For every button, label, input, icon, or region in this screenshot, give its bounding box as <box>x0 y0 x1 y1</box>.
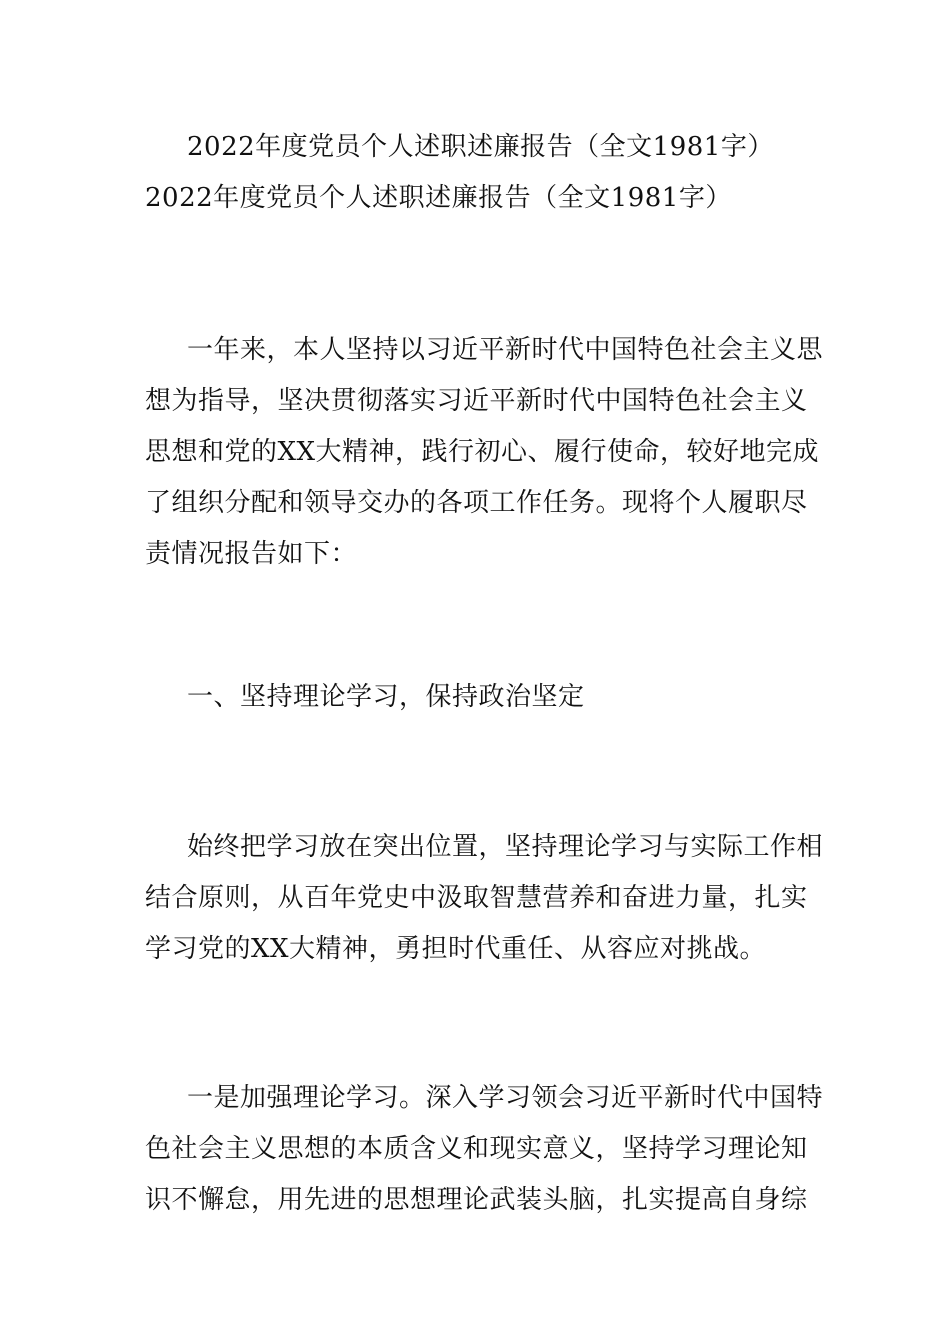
paragraph-line: 学习党的XX大精神，勇担时代重任、从容应对挑战。 <box>145 934 767 964</box>
paragraph-line: 想为指导，坚决贯彻落实习近平新时代中国特色社会主义 <box>145 386 808 416</box>
section-heading <box>145 672 810 723</box>
paragraph-line: 结合原则，从百年党史中汲取智慧营养和奋进力量，扎实 <box>145 883 808 913</box>
paragraph-theory <box>145 1073 824 1226</box>
paragraph-line: 了组织分配和领导交办的各项工作任务。现将个人履职尽 <box>145 488 808 518</box>
document-title <box>145 122 810 224</box>
paragraph-line: 思想和党的XX大精神，践行初心、履行使命，较好地完成 <box>145 437 820 467</box>
heading-line: 一、坚持理论学习，保持政治坚定 <box>187 682 585 712</box>
paragraph-line: 识不懈怠，用先进的思想理论武装头脑，扎实提高自身综 <box>145 1185 808 1215</box>
paragraph-line: 一是加强理论学习。深入学习领会习近平新时代中国特 <box>187 1083 824 1113</box>
paragraph-intro <box>145 325 824 580</box>
paragraph-study <box>145 822 824 975</box>
paragraph-line: 色社会主义思想的本质含义和现实意义，坚持学习理论知 <box>145 1134 808 1164</box>
title-line: 2022年度党员个人述职述廉报告（全文1981字） <box>145 183 732 213</box>
paragraph-line: 一年来，本人坚持以习近平新时代中国特色社会主义思 <box>187 335 824 365</box>
paragraph-line: 责情况报告如下： <box>145 539 358 569</box>
title-line: 2022年度党员个人述职述廉报告（全文1981字） <box>187 132 774 162</box>
paragraph-line: 始终把学习放在突出位置，坚持理论学习与实际工作相 <box>187 832 824 862</box>
